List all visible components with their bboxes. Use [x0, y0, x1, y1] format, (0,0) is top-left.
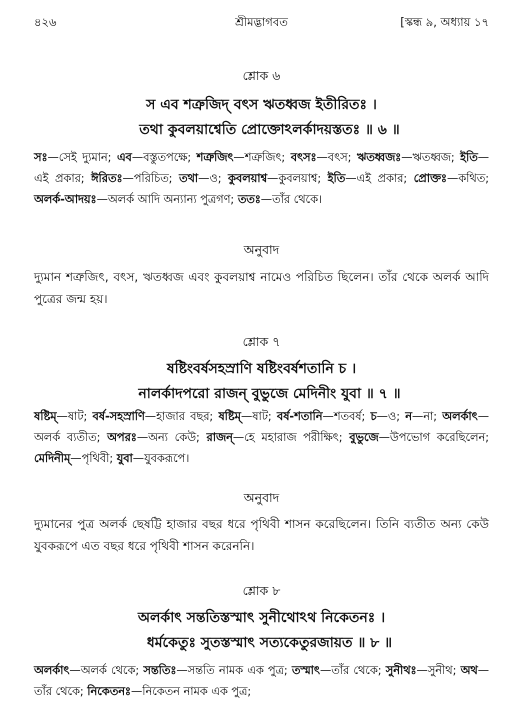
gloss-word: সুনীথঃ [385, 664, 417, 677]
gloss-meaning: —উপভোগ করেছিলেন; [378, 431, 489, 444]
sloka-8-heading: শ্লোক ৮ [242, 583, 281, 598]
gloss-meaning: —না; [411, 410, 443, 423]
gloss-meaning: —শতবর্ষ; [322, 410, 371, 423]
gloss-word: তস্মাৎ [291, 664, 320, 677]
sloka-7-heading: শ্লোক ৭ [242, 334, 281, 349]
gloss-word: অথ [460, 664, 478, 677]
gloss-meaning: —তাঁর থেকে; [319, 664, 386, 677]
sloka-6-verse-line-2: তথা কুবলয়াশ্বেতি প্রোক্তোঽলর্কাদয়স্ততঃ ॥ ৬ ॥ [139, 122, 400, 138]
gloss-word: তথা [179, 172, 199, 185]
gloss-word: অলর্কাৎ [442, 410, 478, 423]
gloss-meaning: —কুবলয়াশ্ব; [267, 172, 328, 185]
gloss-word: ঋতধ্বজঃ [356, 151, 402, 164]
gloss-word: অলর্ক-আদয়ঃ [34, 193, 97, 206]
gloss-word: বর্ষ-সহস্রাণি [92, 410, 145, 423]
sloka-8-word-meanings [34, 660, 489, 702]
sloka-7-translation: দ্যুমানের পুত্র অলর্ক ছেষট্টি হাজার বছর ধরে পৃথিবী শাসন করেছিলেন। তিনি ব্যতীত অন্য কেউ যুবকরূপে এত বছর ধরে পৃথিবী শাসন করেননি। [34, 517, 489, 553]
gloss-meaning: —ও; [198, 172, 229, 185]
gloss-meaning: —বস্তুতপক্ষে; [131, 151, 197, 164]
gloss-word: ষষ্টিম্ [34, 410, 57, 423]
sloka-7-translation-heading: অনুবাদ [243, 490, 280, 505]
sloka-8-verse-line-1: অলর্কাৎ সন্ততিস্তস্মাৎ সুনীথোঽথ নিকেতনঃ । [137, 610, 386, 626]
gloss-word: যুবা [116, 452, 133, 465]
gloss-word: বুভুজে [349, 431, 379, 444]
gloss-meaning: —যুবকরূপে। [132, 452, 190, 465]
gloss-word: বর্ষ-শতানি [276, 410, 323, 423]
gloss-word: প্রোক্তঃ [413, 172, 447, 185]
sloka-8-verse-line-2: ধর্মকেতুঃ সুতস্তস্মাৎ সত্যকেতুরজায়ত ॥ ৮ ॥ [146, 635, 393, 651]
gloss-word: ষষ্টিম্ [218, 410, 241, 423]
gloss-word: চ [370, 410, 377, 423]
gloss-meaning: —বৎস; [316, 151, 357, 164]
sloka-7-verse-line-2: নালর্কাদপরো রাজন্ বুভুজে মেদিনীং যুবা ॥ ৭ ॥ [138, 386, 401, 402]
gloss-meaning: —পৃথিবী; [70, 452, 117, 465]
gloss-meaning: —অন্য কেউ; [136, 431, 207, 444]
page-number: ৪২৬ [34, 15, 57, 29]
gloss-word: কুবলয়াশ্ব [228, 172, 268, 185]
gloss-word: মেদিনীম্ [34, 452, 71, 465]
gloss-meaning: —ষাট; [240, 410, 277, 423]
sloka-6-heading: শ্লোক ৬ [242, 68, 281, 83]
sloka-6-word-meanings [34, 147, 489, 210]
gloss-meaning: —হাজার বছর; [144, 410, 219, 423]
gloss-word: ন [405, 410, 412, 423]
gloss-word: ইতি [460, 151, 478, 164]
gloss-meaning: —সন্ততি নামক এক পুত্র; [176, 664, 292, 677]
gloss-meaning: —ষাট; [56, 410, 93, 423]
gloss-word: বৎসঃ [290, 151, 317, 164]
gloss-meaning: —তাঁর থেকে; [34, 664, 490, 698]
gloss-word: ইতি [327, 172, 346, 185]
gloss-meaning: —ও; [376, 410, 406, 423]
sloka-6-verse-line-1: স এব শত্রুজিদ্ বৎস ঋতধ্বজ ইতীরিতঃ । [146, 97, 377, 113]
gloss-word: ঈরিতঃ [91, 172, 123, 185]
gloss-meaning: —এই প্রকার; [345, 172, 414, 185]
gloss-meaning: —সেই দ্যুমান; [47, 151, 117, 164]
gloss-word: নিকেতনঃ [87, 685, 131, 698]
sloka-6-translation-heading: অনুবাদ [243, 242, 280, 257]
gloss-meaning: —তাঁর থেকে। [260, 193, 323, 206]
gloss-word: এব [116, 151, 132, 164]
sloka-7-verse-line-1: ষষ্টিংবর্ষসহস্রাণি ষষ্টিংবর্ষশতানি চ । [166, 361, 357, 377]
gloss-meaning: —সুনীথ; [416, 664, 461, 677]
gloss-word: রাজন্ [206, 431, 233, 444]
gloss-word: সন্ততিঃ [143, 664, 177, 677]
gloss-meaning: —অলর্ক আদি অন্যান্য পুত্রগণ; [96, 193, 238, 206]
gloss-word: শত্রুজিৎ [196, 151, 234, 164]
gloss-meaning: —হে মহারাজ পরীক্ষিৎ; [232, 431, 350, 444]
gloss-meaning: —পরিচিত; [122, 172, 180, 185]
gloss-meaning: —নিকেতন নামক এক পুত্র; [130, 685, 252, 698]
gloss-meaning: —অলর্ক থেকে; [69, 664, 144, 677]
running-title: শ্রীমদ্ভাগবত [235, 15, 288, 29]
sloka-6-translation: দ্যুমান শত্রুজিৎ, বৎস, ঋতধ্বজ এবং কুবলয়াশ্ব নামেও পরিচিত ছিলেন। তাঁর থেকে অলর্ক আদি পুত্রের জন্ম হয়। [34, 270, 489, 306]
gloss-word: ততঃ [237, 193, 261, 206]
canto-chapter-reference: [স্কন্ধ ৯, অধ্যায় ১৭ [400, 15, 489, 29]
page-header [0, 12, 523, 32]
gloss-meaning: —অলর্ক ব্যতীত; [34, 410, 489, 444]
gloss-word: অলর্কাৎ [34, 664, 70, 677]
gloss-meaning: —শত্রুজিৎ; [233, 151, 291, 164]
sloka-7-word-meanings [34, 406, 489, 469]
gloss-meaning: —কথিত; [446, 172, 489, 185]
gloss-word: অপরঃ [107, 431, 137, 444]
gloss-meaning: —ঋতধ্বজ; [401, 151, 461, 164]
gloss-word: সঃ [34, 151, 48, 164]
gloss-meaning: —এই প্রকার; [34, 151, 489, 185]
